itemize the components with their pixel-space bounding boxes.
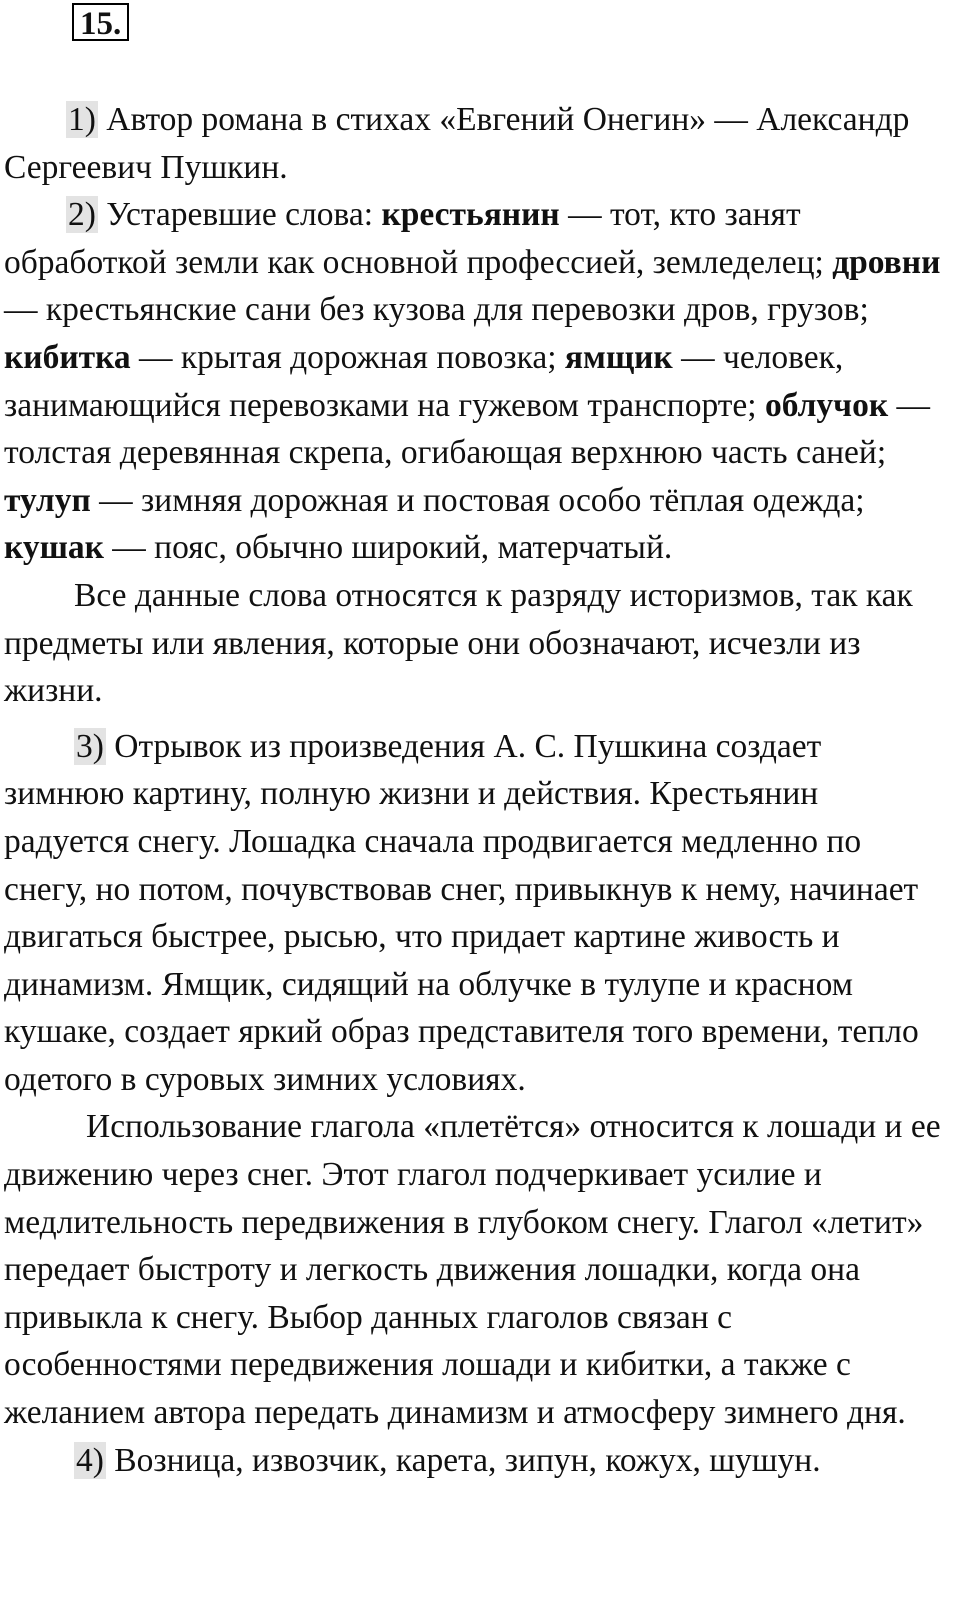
paragraph-4 <box>4 1437 944 1485</box>
item-number-2: 2) <box>68 196 96 234</box>
item-number-4: 4) <box>76 1441 104 1479</box>
term-kibitka: кибитка <box>4 338 131 376</box>
paragraph-3 <box>4 723 944 1104</box>
definition-yamshchik: — человек, занимающийся перевозками на гужевом транспорте; <box>4 338 844 424</box>
definition-obluchok: — толстая деревянная скрепа, огибающая верхнюю часть саней; <box>4 386 930 472</box>
paragraph-1 <box>4 96 944 191</box>
definition-kushak: — пояс, обычно широкий, матерчатый. <box>103 529 673 567</box>
definition-tulup: — зимняя дорожная и постовая особо тёплая одежда; <box>90 481 865 519</box>
term-krestyanin: крестьянин <box>381 196 560 234</box>
definition-drovni: — крестьянские сани без кузова для перевозки дров, грузов; <box>4 291 869 329</box>
task-number: 15 <box>80 6 113 42</box>
paragraph-1-text: Автор романа в стихах «Евгений Онегин» — Александр Сергеевич Пушкин. <box>4 101 910 186</box>
paragraph-3-text: Отрывок из произведения А. С. Пушкина создает зимнюю картину, полную жизни и действия. Крестьянин радуется снегу. Лошадка сначала продвигается медленно по снегу, но потом, почувствовав снег, привыкнув к нему, начинает двигаться быстрее, рысью, что придает картине живость и динамизм. Ямщик, сидящий на облучке в тулупе и красном кушаке, создает яркий образ представителя того времени, тепло одетого в суровых зимних условиях. <box>4 727 919 1098</box>
paragraph-2-intro: Устаревшие слова: <box>97 196 382 234</box>
term-yamshchik: ямщик <box>564 338 673 376</box>
item-number-1: 1) <box>68 101 96 138</box>
task-number-suffix: . <box>113 6 122 42</box>
term-kushak: кушак <box>4 529 104 567</box>
paragraph-3-verbs: Использование глагола «плетётся» относится к лошади и ее движению через снег. Этот глагол подчеркивает усилие и медлительность передвижения в глубоком снегу. Глагол «летит» передает быстроту и легкость движения лошадки, когда она привыкла к снегу. Выбор данных глаголов связан с особенностями передвижения лошади и кибитки, а также с желанием автора передать динамизм и атмосферу зимнего дня. <box>4 1108 941 1432</box>
paragraph-4-text: Возница, извозчик, карета, зипун, кожух, шушун. <box>105 1441 821 1479</box>
answer-text <box>4 96 944 1484</box>
item-number-3: 3) <box>76 727 104 765</box>
paragraph-2 <box>4 191 944 572</box>
task-number-box <box>72 3 129 41</box>
term-obluchok: облучок <box>764 386 889 424</box>
definition-kibitka: — крытая дорожная повозка; <box>130 338 565 376</box>
term-drovni: дровни <box>832 243 941 281</box>
term-tulup: тулуп <box>4 481 91 519</box>
definition-krestyanin: — тот, кто занят обработкой земли как основной профессией, земледелец; <box>4 196 833 281</box>
paragraph-2-conclusion: Все данные слова относятся к разряду историзмов, так как предметы или явления, которые они обозначают, исчезли из жизни. <box>4 576 913 710</box>
